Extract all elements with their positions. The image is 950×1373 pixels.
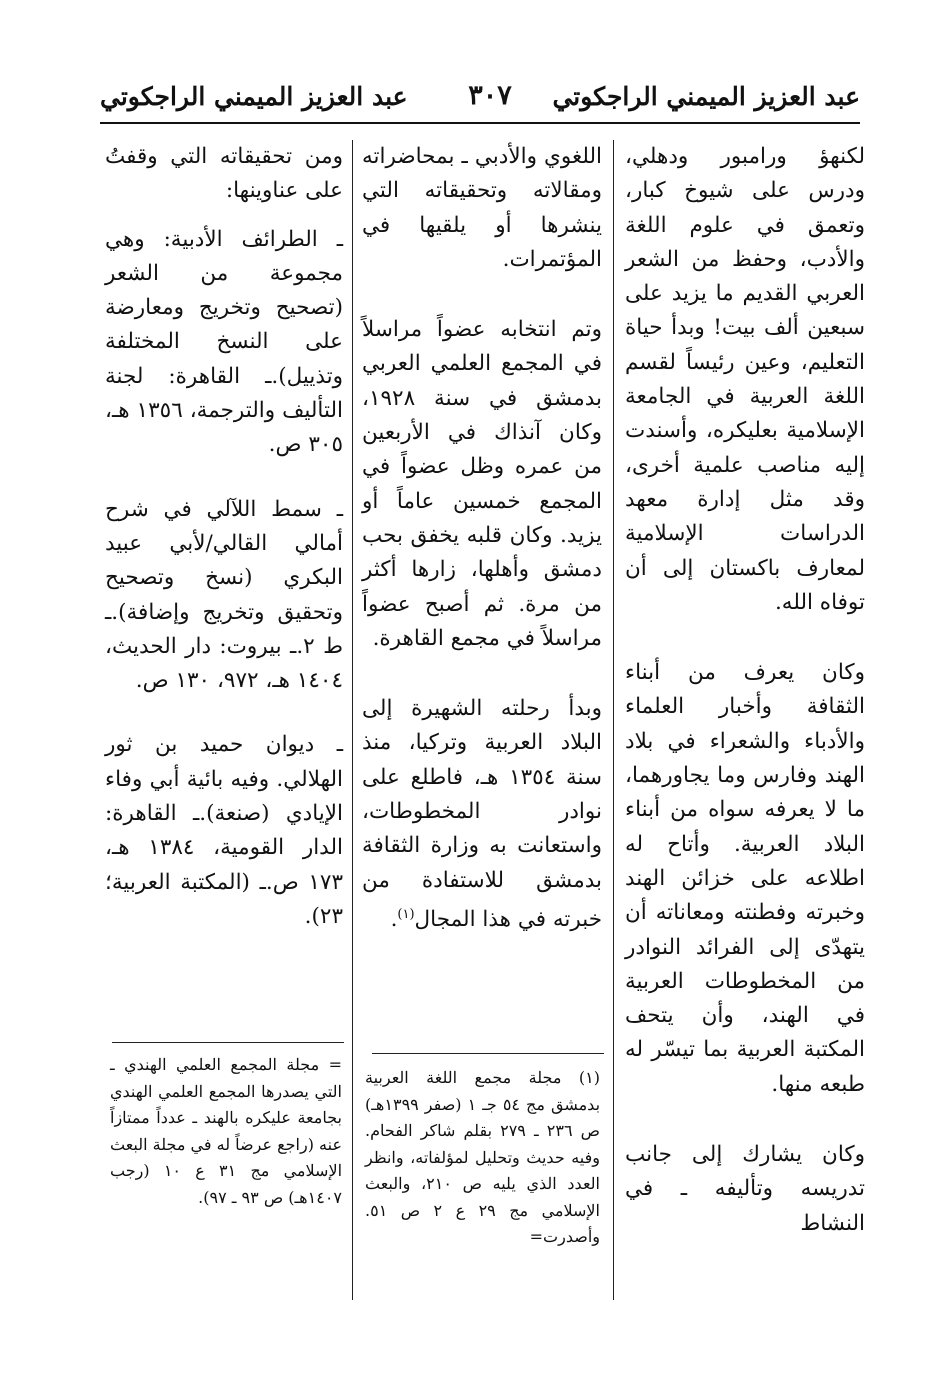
column-divider xyxy=(613,140,614,1300)
paragraph-text: وبدأ رحلته الشهيرة إلى البلاد العربية وتركيا، منذ سنة ١٣٥٤ هـ، فاطلع على نوادر المخطوطات، واستعانت به وزارة الثقافة بدمشق للاستفادة من خبرته في هذا المجال xyxy=(362,696,602,933)
footnote-rule xyxy=(372,1053,604,1054)
bibliography-entry: ـ ديوان حميد بن ثور الهلالي. وفيه بائية أبي وفاء الإيادي (صنعة).ـ القاهرة: الدار القومية، ١٣٨٤ هـ، ١٧٣ ص.ـ (المكتبة العربية؛ ٢٣). xyxy=(105,732,343,929)
running-title-right: عبد العزيز الميمني الراجكوتي xyxy=(552,82,860,111)
header-rule xyxy=(100,122,860,124)
paragraph-end: . xyxy=(390,907,398,933)
paragraph: اللغوي والأدبي ـ بمحاضراته ومقالاته وتحقيقاته التي ينشرها أو يلقيها في المؤتمرات. xyxy=(362,144,602,272)
column-divider xyxy=(352,140,353,1300)
paragraph: وكان يشارك إلى جانب تدريسه وتأليفه ـ في النشاط xyxy=(625,1142,865,1236)
footnote-middle xyxy=(365,1065,600,1251)
paragraph: لكنهؤ ورامبور ودهلي، ودرس على شيوخ كبار، وتعمق في علوم اللغة والأدب، وحفظ من الشعر العربي القديم ما يزيد على سبعين ألف بيت! وبدأ حياة التعليم، وعين رئيساً لقسم اللغة العربية في الجامعة الإسلامية بعليكره، وأسندت إليه مناصب علمية أخرى، وقد مثل إدارة معهد الدراسات الإسلامية لمعارف باكستان إلى أن توفاه الله. xyxy=(625,144,865,615)
footnote-text: (١) مجلة مجمع اللغة العربية بدمشق مج ٥٤ جـ ١ (صفر ١٣٩٩هـ) ص ٢٣٦ ـ ٢٧٩ بقلم شاكر الفحام. وفيه حديث وتحليل لمؤلفاته، وانظر العدد الذي يليه ص ٢١٠، والبعث الإسلامي مج ٢٩ ع ٢ ص ٥١. وأصدرت= xyxy=(365,1068,601,1246)
footnote-reference: (١) xyxy=(397,906,415,922)
footnote-rule xyxy=(112,1042,344,1043)
paragraph: وكان يعرف من أبناء الثقافة وأخبار العلماء والأدباء والشعراء في بلاد الهند وفارس وما يجاورهما، ما لا يعرفه سواه من أبناء البلاد العربية. وأتاح له اطلاعه على خزائن الهند وخبرته وفطنته ومعاناته أن يتهدّى إلى الفرائد النوادر من المخطوطات العربية في الهند، وأن يتحف المكتبة العربية بما تيسّر له طبعه منها. xyxy=(625,660,865,1097)
paragraph xyxy=(362,692,602,937)
bibliography-entry: ـ الطرائف الأدبية: وهي مجموعة من الشعر (تصحيح وتخريج ومعارضة على النسخ المختلفة وتذييل).ـ القاهرة: لجنة التأليف والترجمة، ١٣٥٦ هـ، ٣٠٥ ص. xyxy=(105,226,343,458)
running-title-left: عبد العزيز الميمني الراجكوتي xyxy=(100,82,408,111)
footnote-left xyxy=(110,1052,342,1211)
column-middle xyxy=(362,140,602,937)
bibliography-entry: ـ سمط اللآلي في شرح أمالي القالي/لأبي عبيد البكري (نسخ وتصحيح وتحقيق وتخريج وإضافة).ـ ط ٢.ـ بيروت: دار الحديث، ١٤٠٤ هـ، ٩٧٢، ١٣٠ ص. xyxy=(105,496,343,694)
paragraph: ومن تحقيقاته التي وقفتُ على عناوينها: xyxy=(105,144,343,204)
paragraph: وتم انتخابه عضواً مراسلاً في المجمع العلمي العربي بدمشق في سنة ١٩٢٨، وكان آنذاك في الأربعين من عمره وظل عضواً في المجمع خمسين عاماً أو يزيد. وكان قلبه يخفق بحب دمشق وأهلها، زارها أكثر من مرة. ثم أصبح عضواً مراسلاً في مجمع القاهرة. xyxy=(362,317,602,651)
column-right xyxy=(625,140,865,1241)
column-left xyxy=(105,140,343,934)
page-number: ٣٠٧ xyxy=(468,80,512,111)
footnote-text: = مجلة المجمع العلمي الهندي ـ التي يصدرها المجمع العلمي الهندي بجامعة عليكره بالهند ـ عدداً ممتازاً عنه (راجع عرضاً له في مجلة البعث الإسلامي مج ٣١ ع ١٠ (رجب ١٤٠٧هـ) ص ٩٣ ـ ٩٧). xyxy=(110,1055,343,1207)
page-header xyxy=(100,78,860,118)
